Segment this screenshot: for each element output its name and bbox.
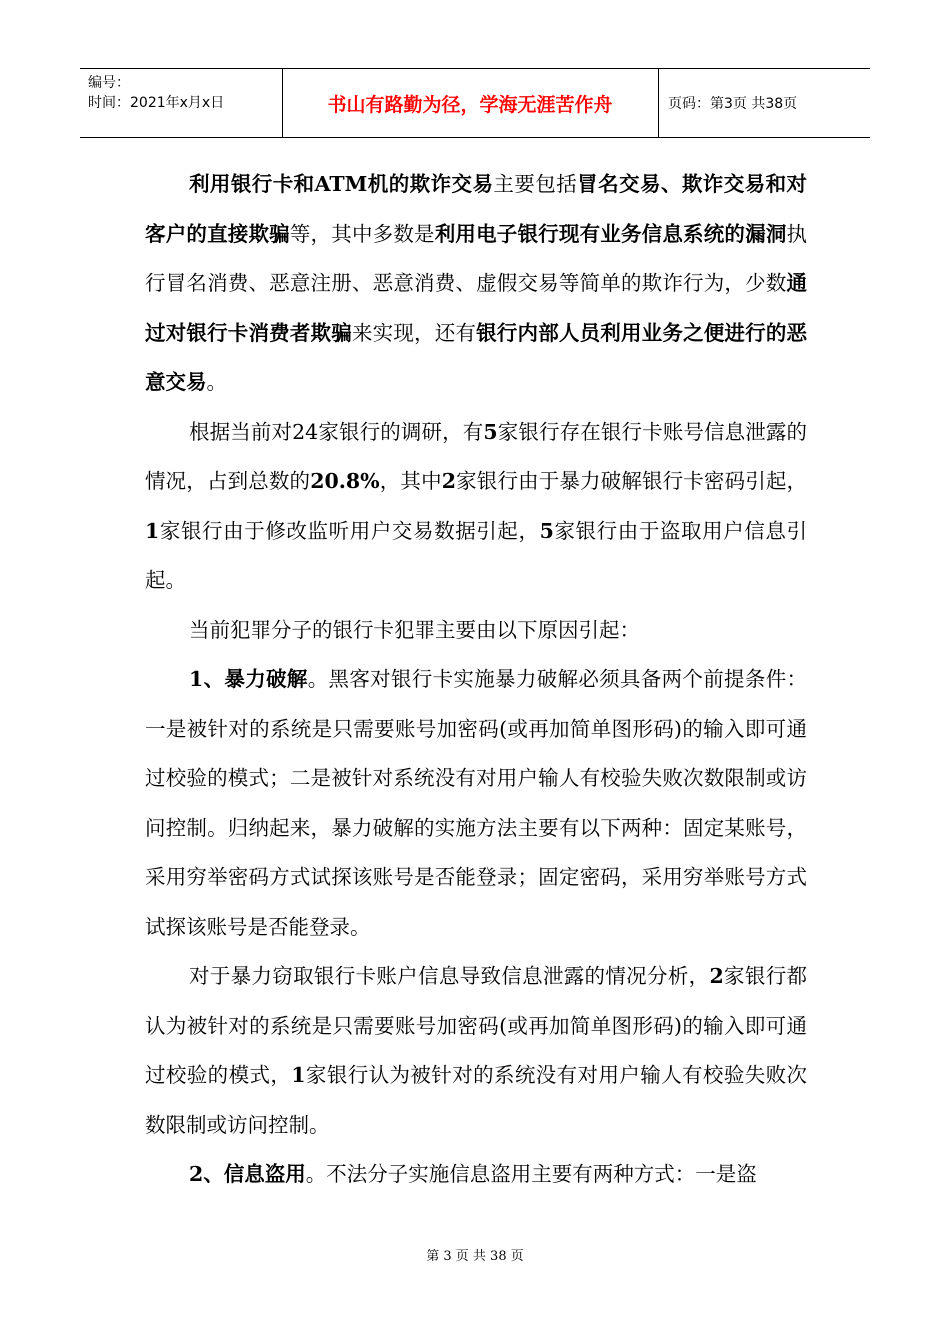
paragraph-survey (145, 408, 807, 606)
bold-number: 1 (291, 1063, 306, 1087)
paragraph-brute-force-analysis (145, 952, 807, 1150)
text: 家银行认为被针对的系统没有对用户输人有校验失败次数限制或访问控制。 (145, 1063, 808, 1137)
bold-number: 5 (539, 518, 554, 543)
text: 根据当前对24家银行的调研，有 (189, 419, 484, 444)
bold-text: 银行内部人员利用业务之便进行的恶意交易 (145, 320, 808, 394)
paragraph-causes-intro: 当前犯罪分子的银行卡犯罪主要由以下原因引起： (189, 617, 640, 642)
document-number: 编号： (88, 75, 130, 91)
header-page-info: 页码：第3页 共38页 (668, 96, 798, 112)
bold-text: 通过对银行卡消费者欺骗 (145, 271, 807, 345)
header-divider (658, 69, 659, 137)
text: 等，其中多数是 (289, 221, 435, 246)
text: 家银行存在银行卡账号信息泄露的情况，占到总数的 (145, 419, 807, 493)
page-footer: 第 3 页 共 38 页 (426, 1249, 524, 1264)
text: 执行冒名消费、恶意注册、恶意消费、虚假交易等简单的欺诈行为，少数 (145, 221, 808, 295)
text: 家银行由于暴力破解银行卡密码引起， (456, 469, 808, 493)
header-motto: 书山有路勤为径，学海无涯苦作舟 (327, 93, 613, 116)
document-time: 时间：2021年x月x日 (88, 95, 225, 111)
text: 家银行由于修改监听用户交易数据引起， (159, 518, 540, 543)
paragraph-brute-force (145, 655, 807, 952)
bold-number: 20.8% (310, 469, 380, 493)
bold-text: 冒名交易、欺诈交易和对客户的直接欺骗 (145, 172, 808, 246)
bold-text: 利用电子银行现有业务信息系统的漏洞 (434, 221, 787, 246)
document-body (145, 160, 807, 1200)
paragraph-fraud-types (145, 160, 807, 408)
header-table (80, 68, 870, 138)
bold-number: 1 (145, 518, 160, 543)
bold-number: 2 (709, 964, 724, 988)
section-heading: 1、暴力破解 (189, 667, 308, 691)
text: 对于暴力窃取银行卡账户信息导致信息泄露的情况分析， (189, 964, 710, 988)
text: 。不法分子实施信息盗用主要有两种方式：一是盗 (305, 1162, 757, 1186)
text: 。黑客对银行卡实施暴力破解必须具备两个前提条件：一是被针对的系统是只需要账号加密码(或再加简单图形码)的输入即可通过校验的模式；二是被针对系统没有对用户输人有校验失败次数限制或访问控制。归纳起来，暴力破解的实施方法主要有以下两种：固定某账号，采用穷举密码方式试探该账号是否能登录；固定密码，采用穷举账号方式试探该账号是否能登录。 (145, 667, 808, 939)
text: 来实现，还有 (351, 320, 477, 345)
text: 。 (206, 370, 227, 394)
bold-number: 2 (441, 469, 456, 493)
section-heading: 2、信息盗用 (189, 1162, 306, 1186)
paragraph-info-theft (145, 1150, 807, 1200)
bold-number: 5 (483, 419, 498, 444)
text: ，其中 (379, 469, 442, 493)
header-meta (88, 73, 224, 113)
bold-text: 利用银行卡和ATM机的欺诈交易 (189, 172, 494, 196)
text: 家银行由于盗取用户信息引起。 (145, 518, 808, 592)
text: 家银行都认为被针对的系统是只需要账号加密码(或再加简单图形码)的输入即可通过校验的模式， (145, 964, 808, 1087)
text: 主要包括 (493, 172, 578, 196)
